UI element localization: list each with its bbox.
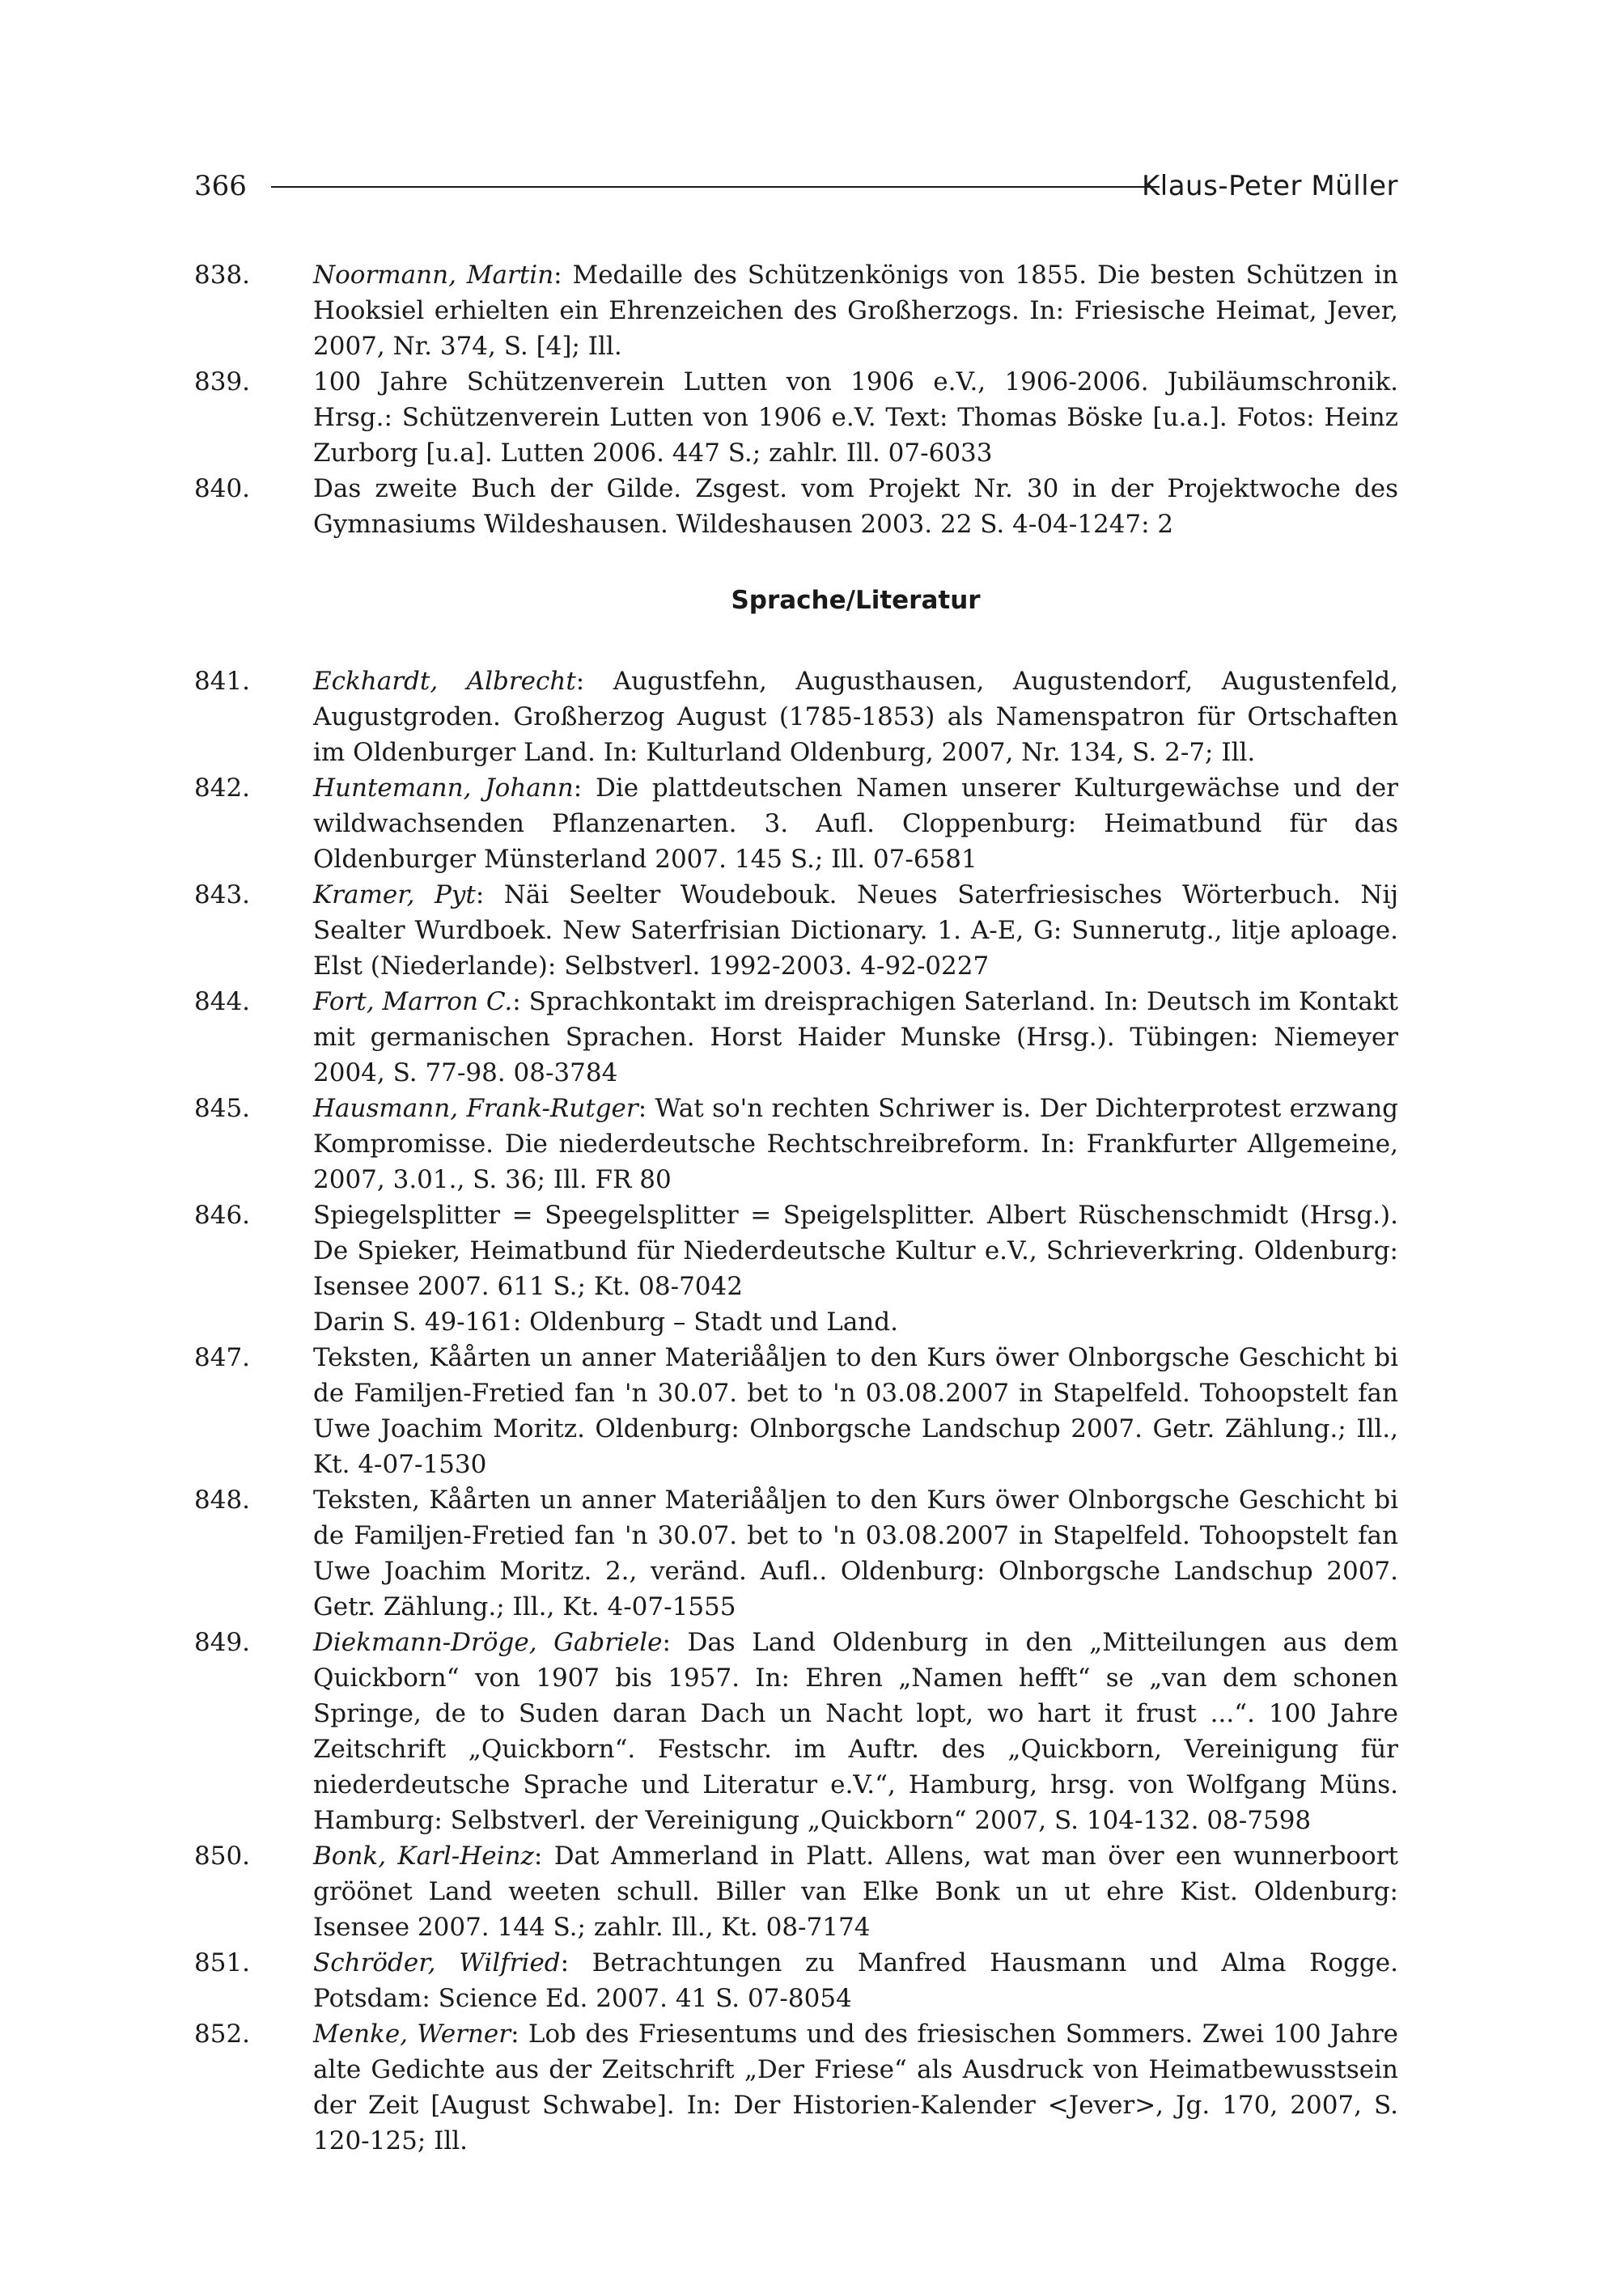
entry-text: : Lob des Friesentums und des friesischen Sommers. Zwei 100 Jahre alte Gedichte aus der Zeitschrift „Der Friese“ als Ausdruck von Heimatbewusstsein der Zeit [August Schwabe]. In: Der Historien-Kalender <Jever>, Jg. 170, 2007, S. 120-125; Ill. — [313, 2020, 1399, 2155]
entry-number: 848. — [194, 1486, 251, 1515]
bibliography-entry — [194, 1838, 1398, 1945]
entry-author: Noormann, Martin — [313, 261, 554, 290]
section-heading: Sprache/Literatur — [731, 586, 981, 615]
entry-text: : Dat Ammerland in Platt. Allens, wat man över een wunnerboort gröönet Land weeten schull. Biller van Elke Bonk un ut ehre Kist. Oldenburg: Isensee 2007. 144 S.; zahlr. Ill., Kt. 08-7174 — [313, 1842, 1398, 1942]
entry-note: Darin S. 49-161: Oldenburg – Stadt und Land. — [313, 1308, 898, 1337]
entry-text: : Augustfehn, Augusthausen, Augustendorf, Augustenfeld, Augustgroden. Großherzog August (1785-1853) als Namenspatron für Ortschaften im Oldenburger Land. In: Kulturland Oldenburg, 2007, Nr. 134, S. 2-7; Ill. — [313, 667, 1399, 767]
bibliography-entry — [194, 984, 1398, 1091]
entries-list-before — [194, 257, 1398, 542]
entry-text: : Näi Seelter Woudebouk. Neues Saterfriesisches Wörterbuch. Nij Sealter Wurdboek. New Saterfrisian Dictionary. 1. A-E, G: Sunnerutg., litje aploage. Elst (Niederlande): Selbstverl. 1992-2003. 4-92-0227 — [313, 880, 1398, 981]
bibliography-entry — [194, 1197, 1398, 1340]
entry-text: Teksten, Kåårten un anner Materiååljen to den Kurs öwer Olnborgsche Geschicht bi de Familjen-Fretied fan 'n 30.07. bet to 'n 03.08.2007 in Stapelfeld. Tohoopstelt fan Uwe Joachim Moritz. Oldenburg: Olnborgsche Landschup 2007. Getr. Zählung.; Ill., Kt. 4-07-1530 — [313, 1343, 1398, 1479]
bibliography-entry — [194, 770, 1398, 877]
entry-number: 849. — [194, 1628, 251, 1657]
entry-number: 846. — [194, 1201, 251, 1230]
entry-author: Bonk, Karl-Heinz — [313, 1842, 534, 1871]
entry-text: Das zweite Buch der Gilde. Zsgest. vom Projekt Nr. 30 in der Projektwoche des Gymnasiums Wildeshausen. Wildeshausen 2003. 22 S. 4-04-1247: 2 — [313, 474, 1398, 539]
bibliography-entry — [194, 2016, 1398, 2159]
entry-number: 838. — [194, 261, 251, 290]
entry-author: Schröder, Wilfried — [313, 1948, 561, 1977]
entry-author: Fort, Marron C. — [313, 987, 513, 1016]
entry-author: Kramer, Pyt — [313, 880, 476, 909]
entry-text: Teksten, Kåårten un anner Materiååljen to den Kurs öwer Olnborgsche Geschicht bi de Familjen-Fretied fan 'n 30.07. bet to 'n 03.08.2007 in Stapelfeld. Tohoopstelt fan Uwe Joachim Moritz. 2., veränd. Aufl.. Oldenburg: Olnborgsche Landschup 2007. Getr. Zählung.; Ill., Kt. 4-07-1555 — [313, 1486, 1398, 1621]
bibliography-entry — [194, 1091, 1398, 1197]
entry-text: : Das Land Oldenburg in den „Mitteilungen aus dem Quickborn“ von 1907 bis 1957. In: Ehren „Namen hefft“ se „van dem schonen Springe, de to Suden daran Dach un Nacht lopt, wo hart it frust ...“. 100 Jahre Zeitschrift „Quickborn“. Festschr. im Auftr. des „Quickborn, Vereinigung für niederdeutsche Sprache und Literatur e.V.“, Hamburg, hrsg. von Wolfgang Müns. Hamburg: Selbstverl. der Vereinigung „Quickborn“ 2007, S. 104-132. 08-7598 — [313, 1628, 1398, 1835]
bibliography-entry — [194, 1340, 1398, 1482]
entry-text: : Betrachtungen zu Manfred Hausmann und Alma Rogge. Potsdam: Science Ed. 2007. 41 S. 07-8054 — [313, 1948, 1398, 2013]
entry-number: 845. — [194, 1094, 251, 1123]
entry-number: 843. — [194, 880, 251, 909]
entry-author: Huntemann, Johann — [313, 774, 574, 803]
entry-text: : Wat so'n rechten Schriwer is. Der Dichterprotest erzwang Kompromisse. Die niederdeutsche Rechtschreibreform. In: Frankfurter Allgemeine, 2007, 3.01., S. 36; Ill. FR 80 — [313, 1094, 1399, 1194]
entry-number: 847. — [194, 1343, 251, 1372]
running-header — [194, 166, 1398, 206]
entry-text: : Die plattdeutschen Namen unserer Kulturgewächse und der wildwachsenden Pflanzenarten. 3. Aufl. Cloppenburg: Heimatbund für das Oldenburger Münsterland 2007. 145 S.; Ill. 07-6581 — [313, 774, 1398, 874]
header-rule — [271, 186, 1160, 188]
entry-number: 850. — [194, 1842, 251, 1871]
entry-number: 844. — [194, 987, 251, 1016]
entry-author: Eckhardt, Albrecht — [313, 667, 576, 696]
bibliography-body — [194, 257, 1398, 2159]
page-number: 366 — [194, 170, 247, 202]
bibliography-entry — [194, 257, 1398, 364]
entry-author: Hausmann, Frank-Rutger — [313, 1094, 638, 1123]
entry-author: Diekmann-Dröge, Gabriele — [313, 1628, 663, 1657]
entries-list-after — [194, 663, 1398, 2159]
entry-text: : Sprachkontakt im dreisprachigen Saterland. In: Deutsch im Kontakt mit germanischen Sprachen. Horst Haider Munske (Hrsg.). Tübingen: Niemeyer 2004, S. 77-98. 08-3784 — [313, 987, 1398, 1087]
entry-text: : Medaille des Schützenkönigs von 1855. Die besten Schützen in Hooksiel erhielten ein Ehrenzeichen des Großherzogs. In: Friesische Heimat, Jever, 2007, Nr. 374, S. [4]; Ill. — [313, 261, 1398, 361]
entry-author: Menke, Werner — [313, 2020, 511, 2049]
entry-number: 841. — [194, 667, 251, 696]
entry-number: 842. — [194, 774, 251, 803]
entry-text: Spiegelsplitter = Speegelsplitter = Speigelsplitter. Albert Rüschenschmidt (Hrsg.). De Spieker, Heimatbund für Niederdeutsche Kultur e.V., Schrieverkring. Oldenburg: Isensee 2007. 611 S.; Kt. 08-7042 — [313, 1201, 1398, 1301]
bibliography-entry — [194, 471, 1398, 542]
entry-number: 840. — [194, 474, 251, 503]
entry-text: 100 Jahre Schützenverein Lutten von 1906 e.V., 1906-2006. Jubiläumschronik. Hrsg.: Schützenverein Lutten von 1906 e.V. Text: Thomas Böske [u.a.]. Fotos: Heinz Zurborg [u.a]. Lutten 2006. 447 S.; zahlr. Ill. 07-6033 — [313, 367, 1398, 468]
bibliography-entry — [194, 1482, 1398, 1625]
bibliography-entry — [194, 1625, 1398, 1838]
bibliography-entry — [194, 1945, 1398, 2016]
bibliography-entry — [194, 663, 1398, 770]
bibliography-entry — [194, 364, 1398, 471]
bibliography-entry — [194, 877, 1398, 984]
entry-number: 851. — [194, 1948, 251, 1977]
entry-number: 852. — [194, 2020, 251, 2049]
running-author: Klaus-Peter Müller — [1141, 170, 1398, 202]
entry-number: 839. — [194, 367, 251, 396]
